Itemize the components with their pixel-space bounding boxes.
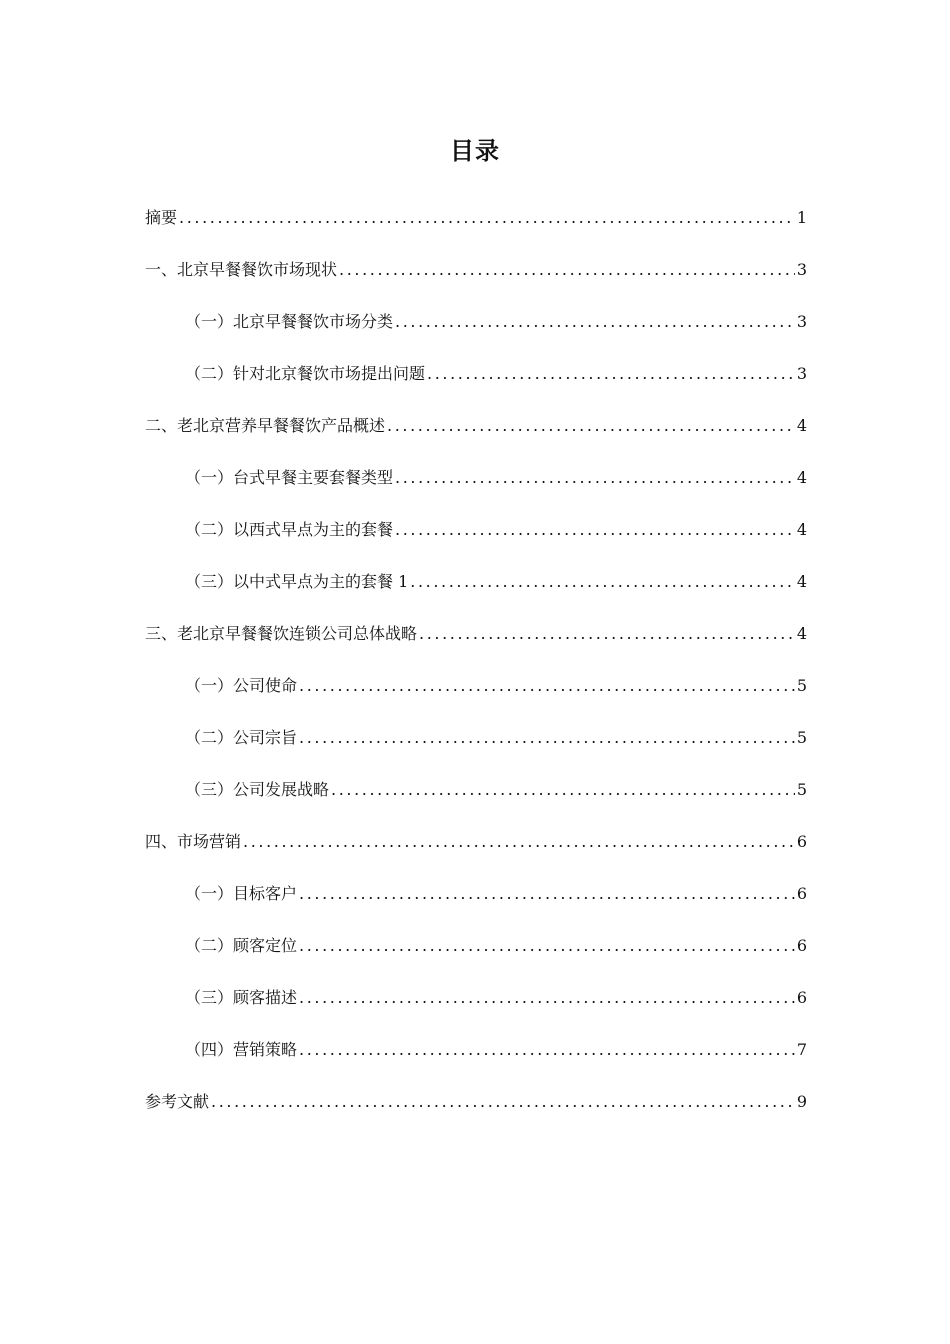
- toc-dot-leader: [211, 1088, 795, 1116]
- toc-entry[interactable]: [145, 1088, 807, 1140]
- toc-entry[interactable]: [145, 984, 807, 1036]
- toc-entry[interactable]: [145, 724, 807, 776]
- toc-entry-label: 参考文献: [145, 1092, 210, 1111]
- toc-page-number: 6: [796, 988, 807, 1007]
- toc-page-number: 6: [796, 832, 807, 851]
- toc-dot-leader: [299, 932, 795, 960]
- toc-dot-leader: [410, 568, 795, 596]
- toc-entry-label: 四、市场营销: [145, 832, 242, 851]
- toc-entry-label: 一、北京早餐餐饮市场现状: [145, 260, 338, 279]
- toc-dot-leader: [395, 308, 795, 336]
- toc-page-number: 4: [796, 416, 807, 435]
- toc-page-number: 1: [796, 208, 807, 227]
- toc-entry-label: 三、老北京早餐餐饮连锁公司总体战略: [145, 624, 418, 643]
- toc-entry[interactable]: [145, 620, 807, 672]
- toc-entry-label: （三）以中式早点为主的套餐 1: [185, 572, 409, 591]
- toc-dot-leader: [299, 724, 795, 752]
- toc-page-number: 5: [796, 780, 807, 799]
- toc-page-number: 5: [796, 676, 807, 695]
- toc-dot-leader: [243, 828, 795, 856]
- toc-entry-label: （三）公司发展战略: [185, 780, 330, 799]
- toc-entry-label: （二）针对北京餐饮市场提出问题: [185, 364, 426, 383]
- toc-entry[interactable]: [145, 828, 807, 880]
- toc-page-number: 5: [796, 728, 807, 747]
- toc-entry-label: （四）营销策略: [185, 1040, 298, 1059]
- toc-entry-label: （二）公司宗旨: [185, 728, 298, 747]
- toc-entry[interactable]: [145, 932, 807, 984]
- toc-dot-leader: [179, 204, 795, 232]
- toc-page-number: 4: [796, 624, 807, 643]
- toc-entry[interactable]: [145, 672, 807, 724]
- toc-title: 目录: [450, 137, 500, 165]
- toc-page-number: 4: [796, 520, 807, 539]
- toc-entry[interactable]: [145, 412, 807, 464]
- toc-page-number: 9: [796, 1092, 807, 1111]
- toc-entry-label: （一）北京早餐餐饮市场分类: [185, 312, 394, 331]
- toc-dot-leader: [387, 412, 795, 440]
- toc-entry-label: 二、老北京营养早餐餐饮产品概述: [145, 416, 386, 435]
- toc-entry[interactable]: [145, 568, 807, 620]
- toc-entry-label: （三）顾客描述: [185, 988, 298, 1007]
- toc-dot-leader: [299, 880, 795, 908]
- toc-page-number: 3: [796, 260, 807, 279]
- toc-dot-leader: [395, 464, 795, 492]
- toc-dot-leader: [395, 516, 795, 544]
- toc-dot-leader: [299, 672, 795, 700]
- toc-dot-leader: [419, 620, 795, 648]
- toc-entry-label: （一）公司使命: [185, 676, 298, 695]
- toc-entry[interactable]: [145, 360, 807, 412]
- toc-dot-leader: [427, 360, 795, 388]
- toc-page-number: 6: [796, 936, 807, 955]
- toc-entry[interactable]: [145, 204, 807, 256]
- toc-dot-leader: [331, 776, 795, 804]
- toc-entry-label: （一）目标客户: [185, 884, 298, 903]
- toc-entry[interactable]: [145, 464, 807, 516]
- toc-dot-leader: [299, 1036, 795, 1064]
- toc-dot-leader: [339, 256, 795, 284]
- toc-dot-leader: [299, 984, 795, 1012]
- toc-entry-label: （二）以西式早点为主的套餐: [185, 520, 394, 539]
- toc-page-number: 6: [796, 884, 807, 903]
- toc-page-number: 4: [796, 572, 807, 591]
- toc-entry-label: （一）台式早餐主要套餐类型: [185, 468, 394, 487]
- toc-page-number: 3: [796, 364, 807, 383]
- toc-entry[interactable]: [145, 776, 807, 828]
- toc-page-number: 7: [796, 1040, 807, 1059]
- toc-entry-label: 摘要: [145, 208, 178, 227]
- toc-list: [145, 204, 807, 1140]
- toc-entry[interactable]: [145, 256, 807, 308]
- toc-entry-label: （二）顾客定位: [185, 936, 298, 955]
- toc-page-number: 3: [796, 312, 807, 331]
- toc-entry[interactable]: [145, 1036, 807, 1088]
- toc-entry[interactable]: [145, 516, 807, 568]
- toc-entry[interactable]: [145, 308, 807, 360]
- toc-entry[interactable]: [145, 880, 807, 932]
- toc-page-number: 4: [796, 468, 807, 487]
